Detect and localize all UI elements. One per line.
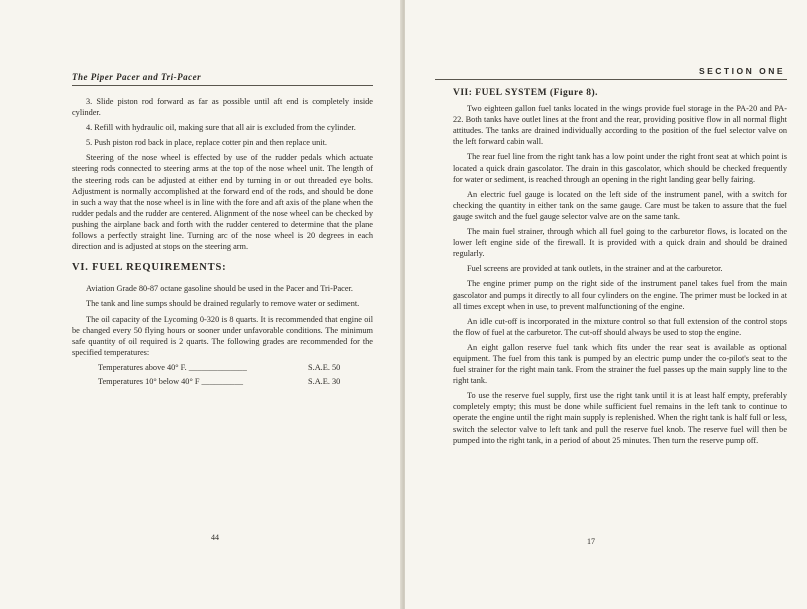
paragraph: An idle cut-off is incorporated in the mixture control so that full extension of the control stops the flow of fuel at the carburetor. The cut-off should always be used to stop the engine. [453,316,787,337]
paragraph: The rear fuel line from the right tank has a low point under the right front seat at which point is located a quick drain gascolator. The drain in this gascolator, which should be checked frequently for water or sediment, is reached through an opening in the right landing gear belly fairing. [453,152,787,184]
header-rule-left [72,85,373,86]
oil-grade-value: S.A.E. 50 [308,362,341,372]
paragraph: 4. Refill with hydraulic oil, making sure that all air is excluded from the cylinder. [86,123,356,133]
paragraph: To use the reserve fuel supply, first use the right tank until it is at least half empty, preferably completely empty; this must be done while sufficient fuel remains in the left tank to continue to operate the engine until the right main supply is replenished. When the right tank is half full or less, switch the selector valve to left tank and pull the reserve fuel knob. The reserve fuel will then be pumped into the right tank, in a period of about 25 minutes. Then turn the reserve pump off. [453,391,787,445]
temperature-label: Temperatures above 40° F. ______________ [98,362,247,372]
running-head-left: The Piper Pacer and Tri-Pacer [72,72,202,82]
paragraph: Fuel screens are provided at tank outlets, in the strainer and at the carburetor. [467,264,723,274]
paragraph: The main fuel strainer, through which all fuel going to the carburetor flows, is located on the lower left engine side of the firewall. It is provided with a quick drain and should be drained regularly. [453,227,787,259]
page-number-left: 44 [211,533,219,542]
paragraph: 3. Slide piston rod forward as far as possible until aft end is completely inside cylinder. [72,97,373,118]
paragraph: An eight gallon reserve fuel tank which fits under the rear seat is available as optional equipment. The fuel from this tank is pumped by an electric pump under the co-pilot's seat to the fuel strainer for the right main tank. From the strainer the fuel passes up the main supply line to the right tank. [453,342,787,386]
oil-grade-row [98,362,373,373]
oil-grade-table [98,362,373,387]
oil-grade-value: S.A.E. 30 [308,376,341,386]
paragraph: An electric fuel gauge is located on the left side of the instrument panel, with a switch for checking the quantity in either tank on the same gauge. Care must be taken to assure that the fuel gauge switch and the fuel gauge selector valve are on the same tank. [453,189,787,221]
left-page [0,0,402,609]
section-heading-fuel-system: VII: FUEL SYSTEM (Figure 8). [453,88,598,98]
paragraph: Aviation Grade 80-87 octane gasoline should be used in the Pacer and Tri-Pacer. [86,284,353,294]
section-heading-fuel-requirements: VI. FUEL REQUIREMENTS: [72,262,227,274]
right-body [453,88,787,450]
paragraph: The tank and line sumps should be drained regularly to remove water or sediment. [86,299,360,309]
paragraph: The engine primer pump on the right side of the instrument panel takes fuel from the main gascolator and pumps it directly to all four cylinders on the engine. The primer must be locked in at all times except when in use, to prevent malfunctioning of the engine. [453,279,787,311]
running-head-right: SECTION ONE [698,66,785,76]
paragraph: Steering of the nose wheel is effected by use of the rudder pedals which actuate steering rods connected to steering arms at the top of the nose wheel unit. The length of the steering rods can be adjusted at either end by turning in or out threaded eye bolts. Adjustment is normally accomplished at the forward end of the rods, and should be done in such a way that the nose wheel is in line with the fore and aft axis of the plane when the rudder pedals and the rudder are centered. Alignment of the nose wheel can be checked by pushing the airplane back and forth with the rudder centered to determine that the plane follows a perfectly straight line. Turning arc of the nose wheel is 20 degrees in each direction and is adjusted at stops on the steering arm. [72,153,373,252]
paragraph: 5. Push piston rod back in place, replace cotter pin and then replace unit. [86,138,327,148]
paragraph: Two eighteen gallon fuel tanks located in the wings provide fuel storage in the PA-20 and PA-22. Both tanks have outlet lines at the front and the rear, providing positive flow in all normal flight attitudes. The tanks are drained individually according to the position of the fuel selector valve on the left forward cabin wall. [453,104,787,147]
page-number-right: 17 [587,537,595,546]
oil-grade-row [98,376,373,387]
paragraph: The oil capacity of the Lycoming 0-320 is 8 quarts. It is recommended that engine oil be changed every 50 flying hours or sooner under unfavorable conditions. The minimum safe quantity of oil required is 2 quarts. The following grades are recommended for the specified temperatures: [72,314,373,357]
header-rule-right [435,79,787,80]
left-body [72,96,373,390]
temperature-label: Temperatures 10° below 40° F __________ [98,376,244,386]
right-page [405,0,807,609]
